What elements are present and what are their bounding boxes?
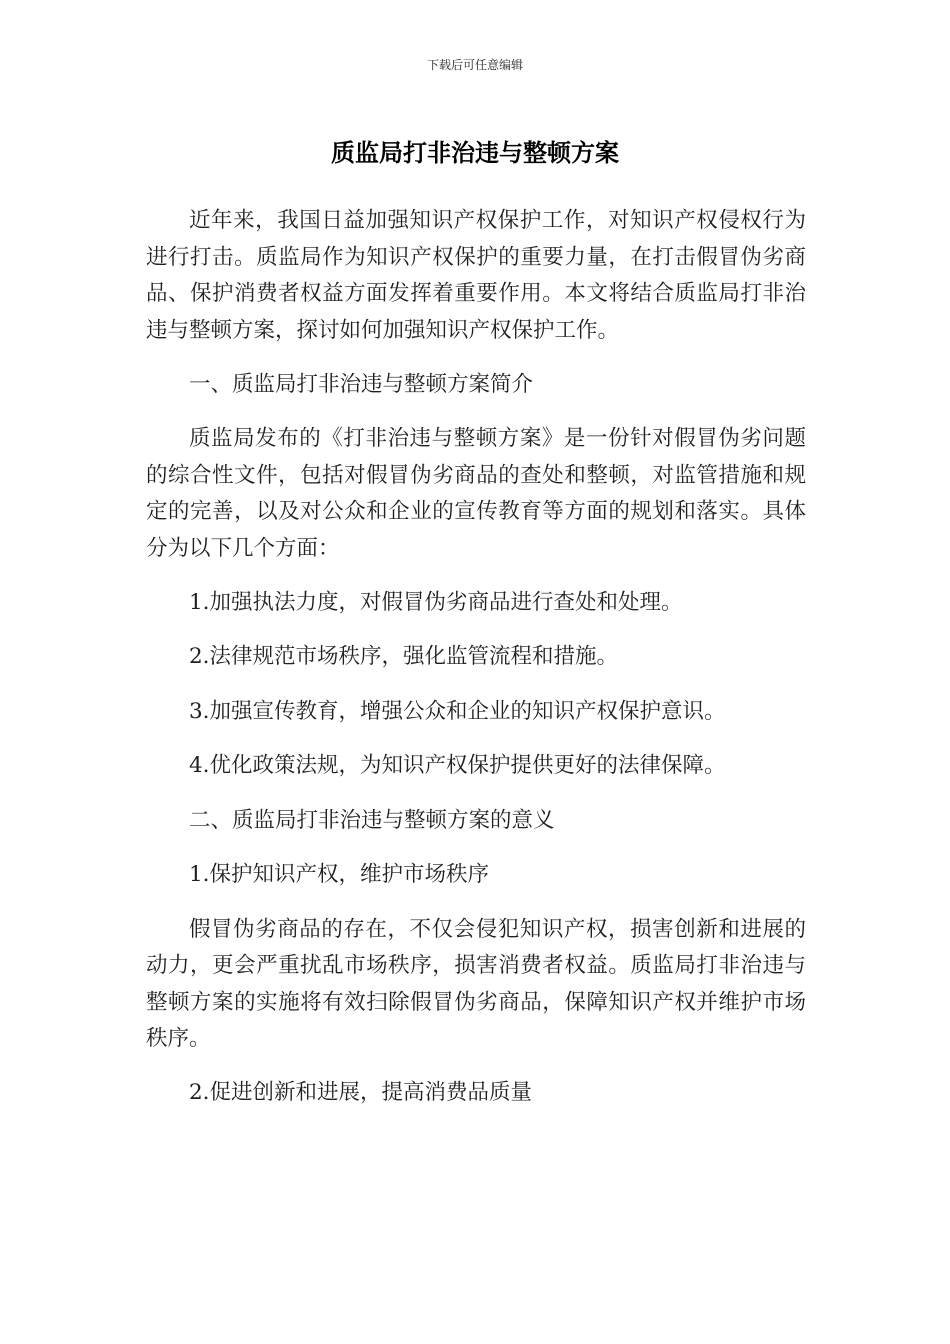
document-title: 质监局打非治违与整顿方案 [331, 139, 619, 167]
section-1-paragraph: 质监局发布的《打非治违与整顿方案》是一份针对假冒伪劣问题的综合性文件，包括对假冒伪劣商品的查处和整顿，对监管措施和规定的完善，以及对公众和企业的宣传教育等方面的规划和落实。具体分为以下几个方面： [146, 426, 806, 561]
list-item-2: 2.法律规范市场秩序，强化监管流程和措施。 [189, 644, 619, 669]
section-heading-2: 二、质监局打非治违与整顿方案的意义 [189, 807, 555, 833]
list-item-1: 1.加强执法力度，对假冒伪劣商品进行查处和处理。 [189, 589, 683, 615]
section-2-1-paragraph: 假冒伪劣商品的存在，不仅会侵犯知识产权，损害创新和进展的动力，更会严重扰乱市场秩序，损害消费者权益。质监局打非治违与整顿方案的实施将有效扫除假冒伪劣商品，保障知识产权并维护市场秩序。 [146, 916, 806, 1051]
header-note: 下载后可任意编辑 [426, 58, 523, 72]
subheading-2-1: 1.保护知识产权，维护市场秩序 [189, 862, 490, 887]
section-heading-1: 一、质监局打非治违与整顿方案简介 [189, 371, 534, 397]
list-item-3: 3.加强宣传教育，增强公众和企业的知识产权保护意识。 [189, 698, 726, 724]
subheading-2-2: 2.促进创新和进展，提高消费品质量 [189, 1080, 533, 1105]
list-item-4: 4.优化政策法规，为知识产权保护提供更好的法律保障。 [189, 753, 726, 778]
document-body [146, 203, 806, 1130]
intro-paragraph: 近年来，我国日益加强知识产权保护工作，对知识产权侵权行为进行打击。质监局作为知识产权保护的重要力量，在打击假冒伪劣商品、保护消费者权益方面发挥着重要作用。本文将结合质监局打非治违与整顿方案，探讨如何加强知识产权保护工作。 [146, 208, 806, 343]
